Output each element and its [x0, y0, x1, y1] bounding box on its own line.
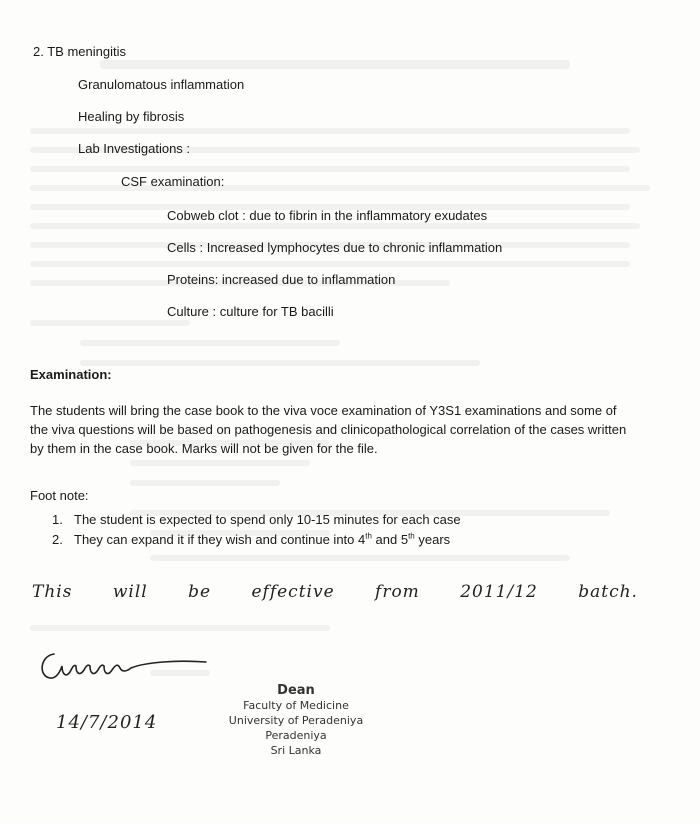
footnote-text-part: years	[414, 532, 451, 547]
csf-item-cells: Cells : Increased lymphocytes due to chronic inflammation	[167, 240, 503, 255]
stamp-line: Faculty of Medicine	[243, 699, 349, 712]
stamp-line: Peradeniya	[265, 729, 327, 742]
csf-item-culture: Culture : culture for TB bacilli	[167, 304, 334, 319]
stamp-line: Sri Lanka	[270, 744, 322, 757]
footnote-list	[52, 510, 461, 550]
footnote-text-part: They can expand it if they wish and continue into 4	[74, 532, 366, 547]
footnote-number: 1.	[52, 512, 63, 527]
stamp-line: University of Peradeniya	[228, 714, 364, 727]
superscript: th	[408, 531, 415, 541]
footnote-heading: Foot note:	[30, 488, 89, 503]
stamp-title: Dean	[277, 683, 315, 698]
section-heading: 2. TB meningitis	[33, 44, 126, 59]
footnote-number: 2.	[52, 532, 63, 547]
footnote-item	[52, 510, 461, 530]
examination-paragraph: The students will bring the case book to the viva voce examination of Y3S1 examinations and some of the viva questions will be based on pathogenesis and clinicopathological correlation of the cases written by them in the case book. Marks will not be given for the file.	[30, 403, 627, 456]
csf-item-proteins: Proteins: increased due to inflammation	[167, 272, 396, 287]
footnote-text: The student is expected to spend only 10-15 minutes for each case	[74, 512, 461, 527]
signature	[36, 642, 216, 692]
csf-item-cobweb-clot: Cobweb clot : due to fibrin in the inflammatory exudates	[167, 208, 488, 223]
dean-stamp	[226, 683, 366, 758]
handwritten-note: This will be effective from 2011/12 batch.	[32, 582, 638, 602]
pathology-line: Granulomatous inflammation	[78, 77, 245, 92]
superscript: th	[365, 531, 372, 541]
footnote-text-part: and 5	[371, 532, 409, 547]
csf-examination-label: CSF examination:	[121, 174, 225, 189]
healing-line: Healing by fibrosis	[78, 109, 185, 124]
examination-heading: Examination:	[30, 367, 112, 382]
footnote-item	[52, 530, 461, 550]
lab-investigations-label: Lab Investigations :	[78, 141, 191, 156]
handwritten-date: 14/7/2014	[56, 712, 158, 733]
